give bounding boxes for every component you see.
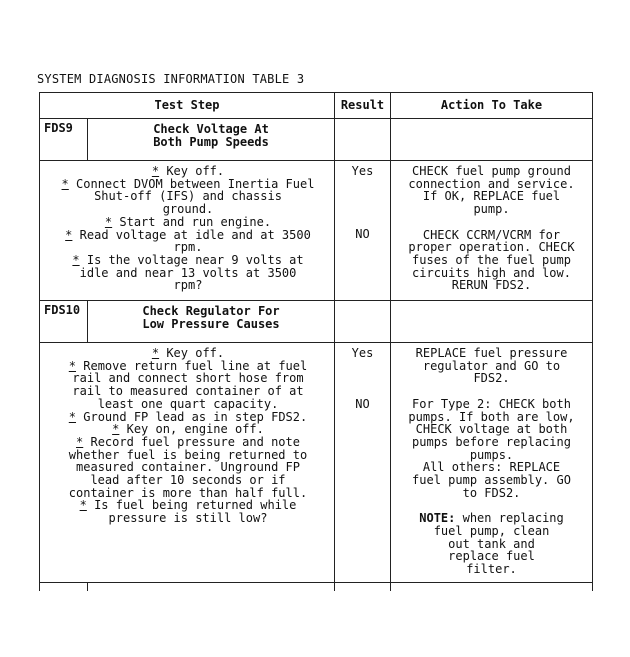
action-line: pump. <box>473 202 510 217</box>
empty-cell <box>40 583 88 592</box>
step-title-line: Low Pressure Causes <box>142 316 280 331</box>
action-line: RERUN FDS2. <box>451 278 532 293</box>
action-line: to FDS2. <box>462 485 521 500</box>
instruction-line: lead after 10 seconds or if <box>90 473 286 488</box>
action-line: connection and service. <box>408 176 575 191</box>
action-line: If OK, REPLACE fuel <box>422 189 561 204</box>
action-cell <box>391 161 593 301</box>
step-title <box>88 119 335 161</box>
action-line: proper operation. CHECK <box>408 240 575 255</box>
note-label: NOTE: <box>419 511 456 526</box>
action-line: All others: REPLACE <box>422 460 561 475</box>
instruction-line: * Key on, engine off. <box>112 422 264 437</box>
action-line: fuses of the fuel pump <box>412 252 571 267</box>
result-yes: Yes <box>351 346 374 360</box>
step-title-line: Check Regulator For <box>142 304 280 318</box>
instruction-line: rail and connect short hose from <box>72 371 304 386</box>
step-instructions <box>40 343 335 583</box>
action-line: REPLACE fuel pressure <box>415 346 568 360</box>
instruction-line: pressure is still low? <box>108 511 268 526</box>
instruction-line: * Key off. <box>151 164 225 178</box>
instruction-line: whether fuel is being returned to <box>68 447 308 462</box>
action-cell <box>391 343 593 583</box>
continuation-row <box>40 583 593 592</box>
instruction-line: least one quart capacity. <box>97 396 279 411</box>
result-no: NO <box>355 396 370 411</box>
instruction-line: * Ground FP lead as in step FDS2. <box>68 409 308 424</box>
note-line: filter. <box>466 561 517 576</box>
instruction-line: * Is fuel being returned while <box>79 498 297 513</box>
action-line: pumps before replacing <box>412 434 571 449</box>
action-line: pumps. If both are low, <box>408 409 575 424</box>
note-line: replace fuel <box>448 549 535 564</box>
step-code: FDS9 <box>40 119 88 161</box>
instruction-line: rpm. <box>173 240 203 255</box>
instruction-line: * Start and run engine. <box>104 214 272 229</box>
instruction-line: * Connect DVOM between Inertia Fuel <box>61 176 315 191</box>
empty-cell <box>391 119 593 161</box>
empty-cell <box>88 583 335 592</box>
action-line: fuel pump assembly. GO <box>412 473 571 488</box>
action-line: regulator and GO to <box>422 358 561 373</box>
step-title <box>88 301 335 343</box>
header-row <box>40 93 593 119</box>
instruction-line: * Is the voltage near 9 volts at <box>72 252 304 267</box>
result-cell <box>335 343 391 583</box>
empty-cell <box>335 301 391 343</box>
empty-cell <box>391 301 593 343</box>
instruction-line: rpm? <box>173 278 203 293</box>
instruction-line: * Key off. <box>151 346 225 360</box>
action-line: circuits high and low. <box>412 265 571 280</box>
empty-cell <box>335 119 391 161</box>
header-test-step: Test Step <box>40 93 335 119</box>
instruction-line: * Record fuel pressure and note <box>76 434 300 449</box>
instruction-line: rail to measured container of at <box>72 384 304 399</box>
action-line: CHECK CCRM/VCRM for <box>422 227 561 242</box>
note-line: fuel pump, clean <box>433 523 550 538</box>
empty-cell <box>335 583 391 592</box>
fds10-title-row <box>40 301 593 343</box>
header-action: Action To Take <box>391 93 593 119</box>
action-line: FDS2. <box>473 371 510 386</box>
step-instructions <box>40 161 335 301</box>
action-line: pumps. <box>469 447 514 462</box>
action-line: CHECK voltage at both <box>415 422 568 437</box>
action-line: For Type 2: CHECK both <box>412 396 571 411</box>
fds9-title-row <box>40 119 593 161</box>
instruction-line: Shut-off (IFS) and chassis <box>94 189 282 204</box>
step-code: FDS10 <box>40 301 88 343</box>
empty-cell <box>391 583 593 592</box>
note-line: out tank and <box>448 536 535 551</box>
instruction-line: container is more than half full. <box>68 485 308 500</box>
instruction-line: idle and near 13 volts at 3500 <box>79 265 297 280</box>
instruction-line: * Read voltage at idle and at 3500 <box>65 227 311 242</box>
fds9-body-row <box>40 161 593 301</box>
result-no: NO <box>355 227 370 242</box>
note-text: when replacing <box>455 511 564 526</box>
instruction-line: ground. <box>162 202 214 217</box>
instruction-line: * Remove return fuel line at fuel <box>68 358 308 373</box>
note-line <box>393 512 590 525</box>
table-caption: SYSTEM DIAGNOSIS INFORMATION TABLE 3 <box>37 72 305 86</box>
instruction-line: measured container. Unground FP <box>76 460 300 475</box>
header-result: Result <box>335 93 391 119</box>
step-title-line: Both Pump Speeds <box>153 134 269 149</box>
step-title-line: Check Voltage At <box>153 122 269 136</box>
result-cell <box>335 161 391 301</box>
result-yes: Yes <box>351 164 374 178</box>
action-line: CHECK fuel pump ground <box>412 164 571 178</box>
fds10-body-row <box>40 343 593 583</box>
diagnosis-table <box>39 92 593 591</box>
